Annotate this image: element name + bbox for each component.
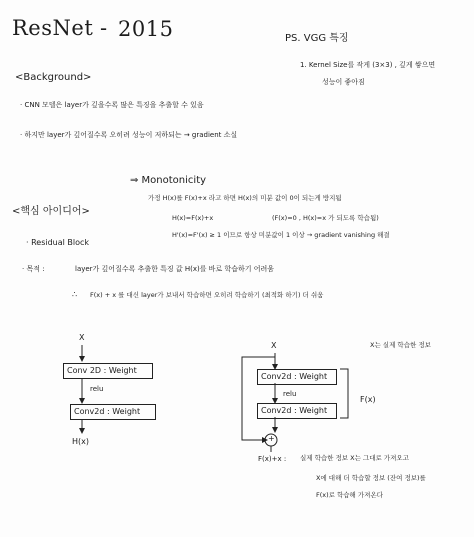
right-output-eq: F(x)+x :	[258, 455, 287, 463]
left-conv-box-1: Conv 2D : Weight	[63, 363, 153, 379]
left-output-hx: H(x)	[72, 437, 89, 446]
monotonicity-formula: H(x)=F(x)+x	[172, 214, 214, 222]
title-year: 2015	[118, 17, 174, 41]
right-output-text-2: X에 대해 더 학습할 정보 (잔여 정보)를	[316, 474, 426, 482]
background-heading: <Background>	[15, 72, 92, 83]
residual-block-bullet: · Residual Block	[26, 238, 90, 247]
ps-heading: PS. VGG 특징	[285, 33, 349, 44]
title-dash: -	[100, 16, 108, 40]
therefore-symbol: ∴	[72, 290, 78, 299]
right-note-x: X는 실제 학습한 정보	[370, 341, 431, 349]
ps-line-1: 1. Kernel Size를 작게 (3×3) , 깊게 쌓으면	[300, 61, 436, 69]
therefore-text: F(x) + x 를 대신 layer가 보내서 학습하면 오히려 학습하기 (최적화 하기) 더 쉬움	[90, 291, 324, 299]
right-conv-box-2: Conv2d : Weight	[257, 403, 337, 419]
left-conv-box-2: Conv2d : Weight	[70, 404, 156, 420]
page-title: ResNet	[12, 16, 94, 40]
left-input-x: X	[79, 333, 85, 342]
background-item-2: · 하지만 layer가 깊어질수록 오히려 성능이 저하되는 → gradient 소실	[20, 131, 238, 139]
monotonicity-heading: ⇒ Monotonicity	[130, 175, 207, 186]
core-idea-heading: <핵심 아이디어>	[12, 206, 90, 217]
monotonicity-formula-note: (F(x)=0 , H(x)=x 가 되도록 학습됨)	[272, 214, 379, 222]
background-item-1: · CNN 모델은 layer가 깊을수록 많은 특징을 추출할 수 있음	[20, 101, 204, 109]
right-output-text-3: F(x)로 학습해 가져온다	[316, 491, 384, 499]
right-input-x: X	[271, 341, 277, 350]
monotonicity-line-3: H'(x)=F'(x) ≥ 1 이므로 항상 미분값이 1 이상 → gradient vanishing 해결	[172, 231, 390, 239]
right-relu-label: relu	[283, 390, 297, 398]
right-output-text-1: 실제 학습한 정보 X는 그대로 가져오고	[300, 454, 409, 462]
right-plus-sign: +	[268, 434, 275, 443]
left-relu-label: relu	[90, 385, 104, 393]
right-conv-box-1: Conv2d : Weight	[257, 369, 337, 385]
goal-text: layer가 깊어질수록 추출한 특징 값 H(x)를 바로 학습하기 어려움	[75, 265, 274, 273]
goal-label: · 목적 :	[22, 265, 45, 273]
right-fx-label: F(x)	[360, 395, 376, 404]
ps-line-2: 성능이 좋아짐	[322, 78, 365, 86]
monotonicity-line-1: 가정 H(x)를 F(x)+x 라고 하면 H(x)의 미분 값이 0이 되는게 방지됨	[148, 194, 342, 202]
